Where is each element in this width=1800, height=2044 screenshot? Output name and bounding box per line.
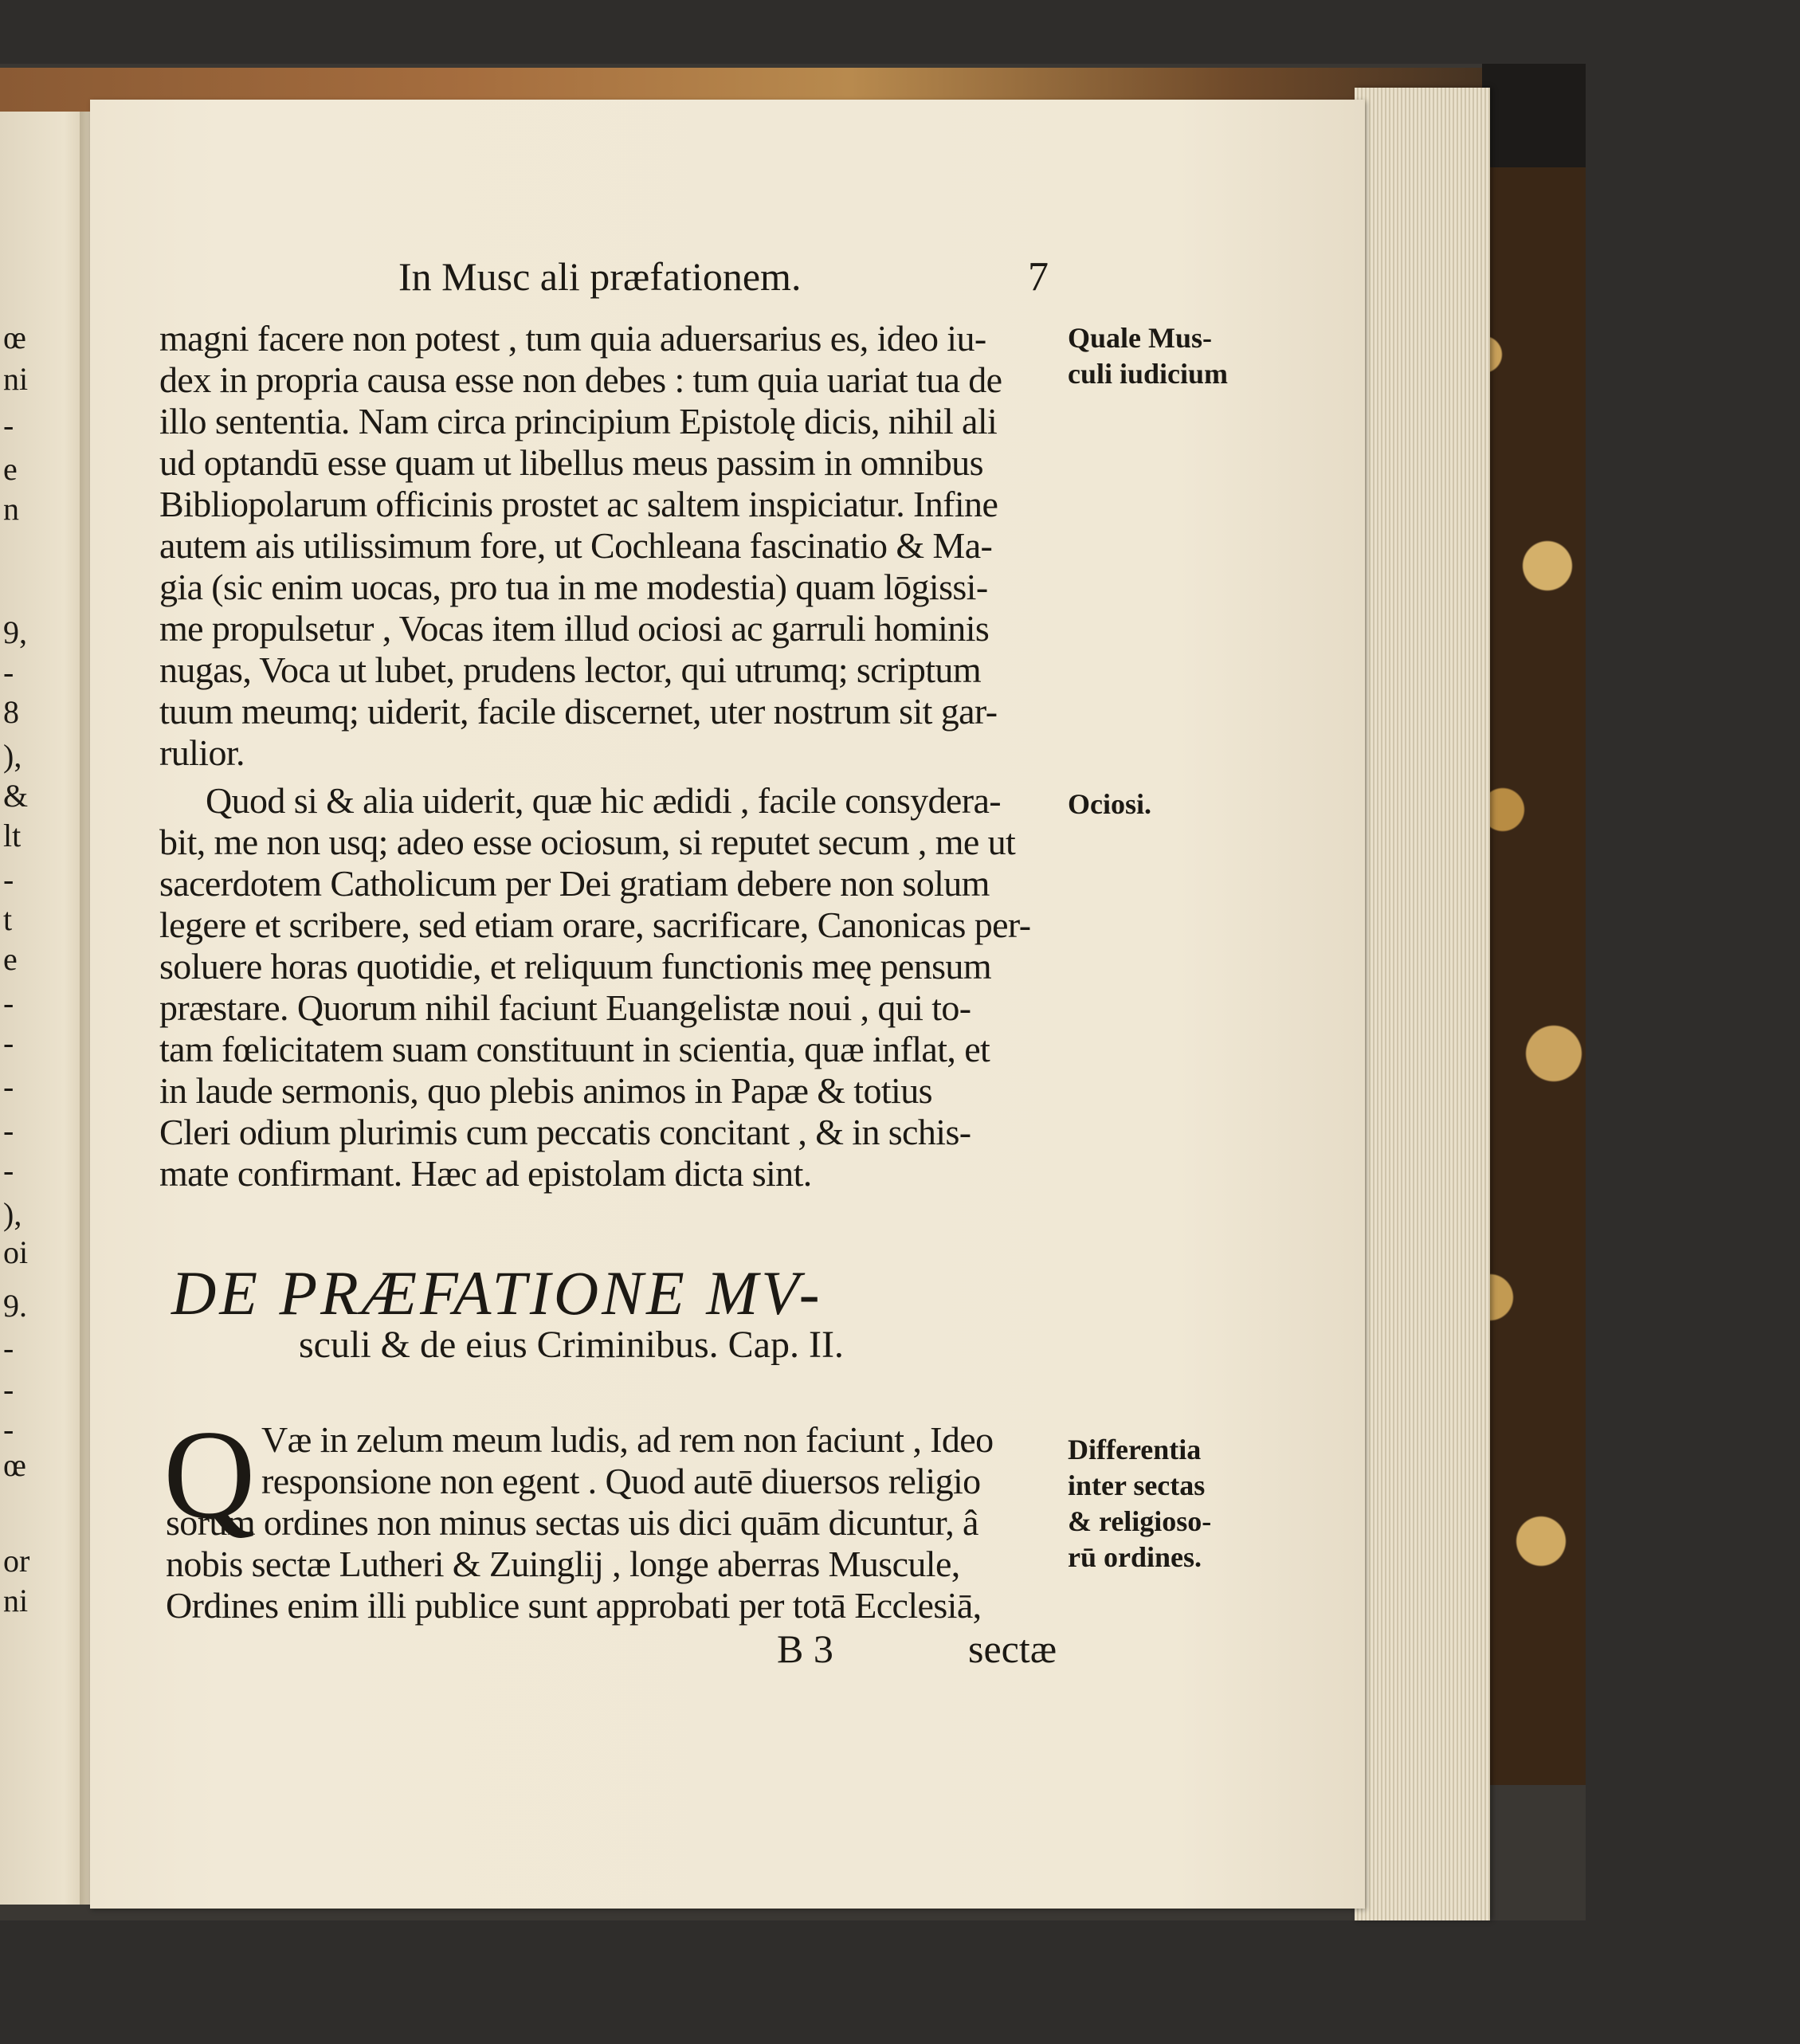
text-line: in laude sermonis, quo plebis animos in Papæ & totius [159,1070,932,1111]
text-line: Væ in zelum meum ludis, ad rem non faciunt , Ideo [261,1419,994,1460]
left-fragment: œ [3,1447,26,1483]
text-line: autem ais utilissimum fore, ut Cochleana fascinatio & Ma- [159,525,993,566]
margin-note-line: inter sectas [1068,1469,1206,1501]
left-fragment: e [3,451,18,487]
text-line: tam fœlicitatem suam constituunt in scientia, quæ inflat, et [159,1029,990,1069]
text-line: Cleri odium plurimis cum peccatis concitant , & in schis- [159,1112,971,1152]
catchword: sectæ [968,1626,1057,1671]
text-line: illo sententia. Nam circa principium Epistolę dicis, nihil ali [159,401,998,441]
text-line: Ordines enim illi publice sunt approbati per totā Ecclesiā, [166,1585,982,1626]
left-fragment: - [3,1330,14,1366]
text-line: ud optandū esse quam ut libellus meus passim in omnibus [159,442,983,483]
left-fragment: & [3,778,29,814]
folio-number: 7 [1028,254,1049,300]
text-line: legere et scribere, sed etiam orare, sacrificare, Canonicas per- [159,904,1031,945]
text-line: rulior. [159,732,245,773]
text-line: magni facere non potest , tum quia aduersarius es, ideo iu- [159,318,986,359]
text-line: nugas, Voca ut lubet, prudens lector, qui utrumq; scriptum [159,649,981,690]
left-fragment: - [3,407,14,443]
margin-note-line: & religioso- [1068,1505,1212,1537]
left-fragment: - [3,1411,14,1447]
text-line: Quod si & alia uiderit, quæ hic ædidi , facile consydera- [206,780,1001,821]
left-fragment: - [3,985,14,1021]
left-fragment: 8 [3,694,19,730]
margin-note-line: Ociosi. [1068,788,1151,820]
left-fragment: - [3,1152,14,1188]
left-fragment: oi [3,1234,29,1270]
text-line: gia (sic enim uocas, pro tua in me modestia) quam lōgissi- [159,567,988,607]
text-line: tuum meumq; uiderit, facile discernet, uter nostrum sit gar- [159,691,998,732]
left-fragment: ), [3,738,22,774]
text-line: me propulsetur , Vocas item illud ociosi ac garruli hominis [159,608,990,649]
spine-shadow [1482,64,1586,167]
left-fragment: or [3,1543,30,1579]
margin-note-line: culi iudicium [1068,358,1229,390]
left-fragment: t [3,901,13,937]
left-fragment: 9. [3,1288,27,1324]
left-fragment: n [3,491,19,527]
page-edges [1355,88,1490,1920]
left-fragment: - [3,654,14,690]
left-fragment: œ [3,320,26,355]
text-line: responsione non egent . Quod autē diuersos religio [261,1461,981,1501]
left-fragment: - [3,861,14,897]
left-fragment: - [3,1371,14,1407]
chapter-heading: DE PRÆFATIONE MV- [171,1258,823,1328]
text-line: bit, me non usq; adeo esse ociosum, si reputet secum , me ut [159,822,1016,862]
margin-note-line: Differentia [1068,1434,1202,1465]
margin-note-line: Quale Mus- [1068,322,1213,354]
left-fragment: ni [3,361,29,397]
left-fragment: - [3,1112,14,1148]
left-fragment: 9, [3,614,27,650]
left-fragment: e [3,941,18,977]
left-fragment: ni [3,1583,29,1618]
left-fragment: - [3,1025,14,1061]
text-line: dex in propria causa esse non debes : tum quia uariat tua de [159,359,1002,400]
left-fragment: - [3,1069,14,1104]
text-line: sacerdotem Catholicum per Dei gratiam debere non solum [159,863,990,904]
drop-cap: Q [163,1403,256,1545]
left-fragment: ), [3,1196,22,1232]
text-line: mate confirmant. Hæc ad epistolam dicta sint. [159,1153,812,1194]
text-line: sorum ordines non minus sectas uis dici quām dicuntur, â [166,1502,978,1543]
text-line: nobis sectæ Lutheri & Zuinglij , longe aberras Muscule, [166,1544,960,1584]
left-fragment: lt [3,818,22,853]
text-line: soluere horas quotidie, et reliquum functionis meę pensum [159,946,991,987]
text-line: præstare. Quorum nihil faciunt Euangelistæ noui , qui to- [159,987,971,1028]
margin-note-line: rū ordines. [1068,1541,1202,1573]
signature-mark: B 3 [777,1626,833,1671]
text-line: Bibliopolarum officinis prostet ac saltem inspiciatur. Infine [159,484,998,524]
chapter-subheading: sculi & de eius Criminibus. Cap. II. [299,1324,844,1366]
running-head: In Musc ali præfationem. [398,254,802,299]
